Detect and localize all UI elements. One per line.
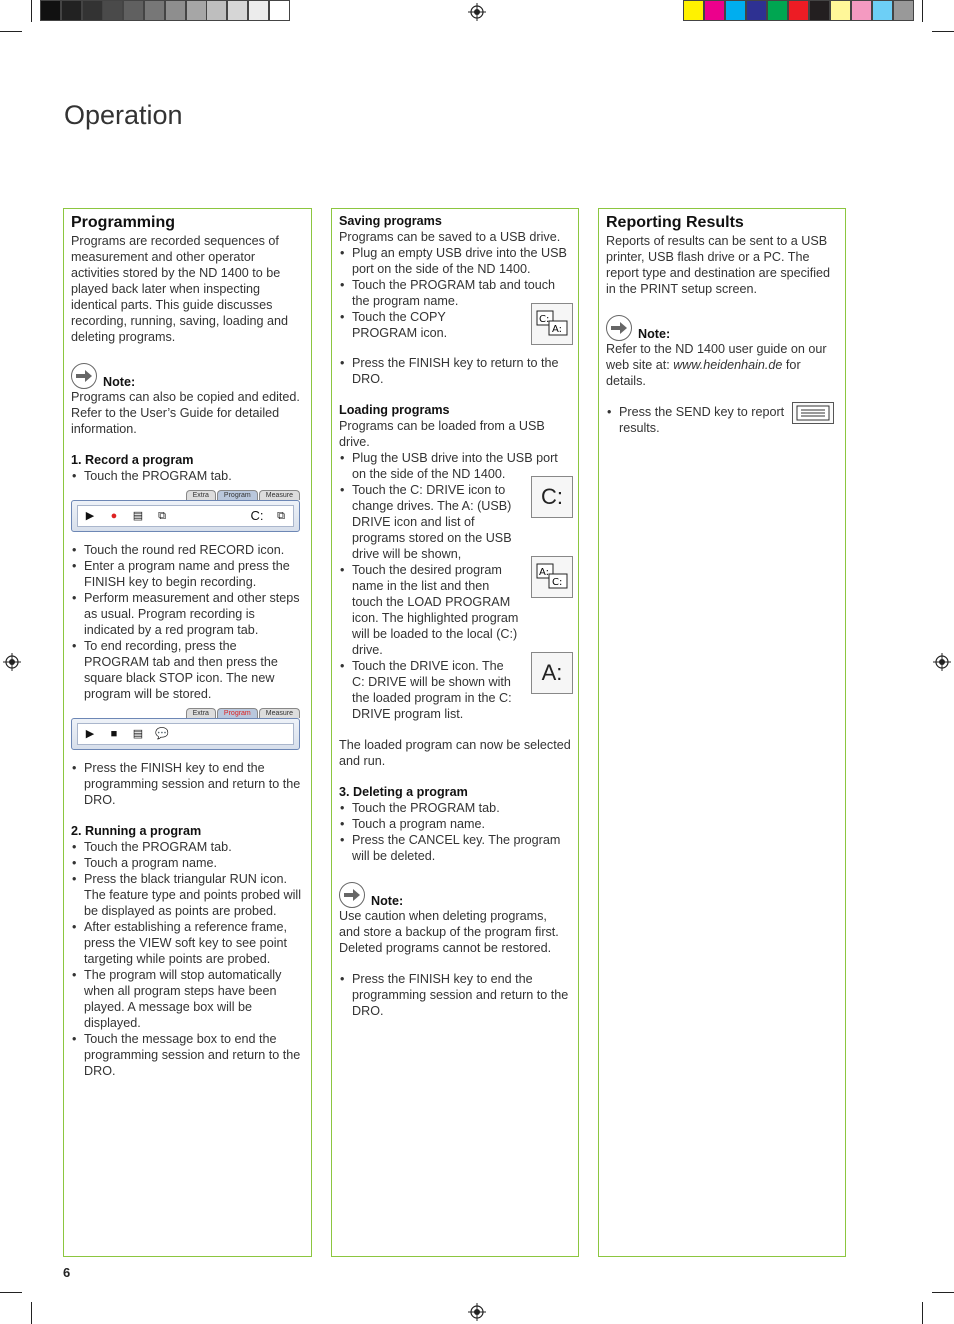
list-item: • To end recording, press the PROGRAM tab and then press the square black STOP icon. The new program will be stored. — [71, 638, 304, 702]
run-icon: ▶ — [85, 510, 95, 522]
color-swatch — [830, 0, 851, 21]
arrow-right-icon — [71, 363, 97, 389]
programs-panel — [331, 208, 579, 1257]
list-item: • Press the black triangular RUN icon. The feature type and points probed will be displayed as points are probed. — [71, 871, 304, 919]
list-item: • Press the CANCEL key. The program will be deleted. — [339, 832, 571, 864]
list-item — [606, 404, 838, 436]
tab-program: Program — [217, 490, 258, 500]
tab-strip — [186, 490, 300, 500]
note-text-part: for details. — [606, 358, 801, 388]
bullet-list — [71, 839, 304, 1079]
list-icon: ▤ — [132, 510, 144, 522]
color-swatch — [704, 0, 725, 21]
arrow-right-icon — [606, 315, 632, 341]
list-item-text: Touch the desired program name in the list and then touch the LOAD PROGRAM icon. The highlighted program will be loaded to the local (C:) drive. — [352, 563, 519, 657]
section-heading: Reporting Results — [606, 214, 744, 231]
send-key-icon — [792, 402, 834, 424]
color-swatch — [269, 0, 290, 21]
tab-measure: Measure — [259, 490, 300, 500]
note — [71, 363, 304, 389]
tab-extra: Extra — [186, 708, 216, 718]
note-text — [606, 341, 838, 389]
color-swatch-bar — [683, 0, 914, 21]
reporting-panel — [598, 208, 846, 1257]
color-swatch — [893, 0, 914, 21]
registration-mark-icon — [468, 1303, 486, 1321]
section-heading: Programming — [71, 214, 176, 231]
a-drive-icon: A: — [531, 652, 573, 694]
tab-strip — [186, 708, 300, 718]
crop-mark — [932, 31, 954, 32]
intro-text: Programs can be loaded from a USB drive. — [339, 419, 545, 449]
list-item — [339, 482, 571, 562]
color-swatch — [248, 0, 269, 21]
list-item: • Touch the PROGRAM tab. — [339, 800, 571, 816]
registration-mark-icon — [933, 653, 951, 671]
list-item — [339, 309, 571, 355]
color-swatch — [227, 0, 248, 21]
color-swatch — [186, 0, 207, 21]
list-item-text: Touch the COPY PROGRAM icon. — [352, 310, 448, 340]
svg-text:A:: A: — [552, 324, 563, 335]
crop-mark — [932, 1292, 954, 1293]
color-swatch — [767, 0, 788, 21]
note — [606, 315, 838, 341]
svg-text:C:: C: — [552, 577, 563, 588]
note-label: Note: — [103, 375, 136, 389]
page-title: Operation — [64, 100, 183, 130]
list-item: • Touch the round red RECORD icon. — [71, 542, 304, 558]
list-item: • Perform measurement and other steps as usual. Program recording is indicated by a red program tab. — [71, 590, 304, 638]
list-item — [339, 658, 571, 722]
list-item: • Touch a program name. — [339, 816, 571, 832]
color-swatch — [683, 0, 704, 21]
registration-mark-icon — [468, 3, 486, 21]
note — [339, 882, 571, 908]
color-swatch — [123, 0, 144, 21]
arrow-right-icon — [339, 882, 365, 908]
drive-label: C: — [250, 508, 264, 523]
crop-mark — [31, 0, 32, 22]
record-icon: ● — [110, 510, 118, 522]
list-item: • Touch a program name. — [71, 855, 304, 871]
step-heading: 2. Running a program — [71, 824, 202, 838]
color-swatch — [40, 0, 61, 21]
crop-mark — [31, 1302, 32, 1324]
bullet-list — [339, 800, 571, 864]
list-item: • Touch the PROGRAM tab. — [71, 468, 304, 484]
color-swatch — [809, 0, 830, 21]
tab-measure: Measure — [259, 708, 300, 718]
c-drive-icon: C: — [531, 476, 573, 518]
registration-mark-icon — [3, 653, 21, 671]
recording-toolbar-screenshot — [71, 708, 300, 752]
copy-program-icon: ⧉ — [158, 510, 166, 522]
tab-program: Program — [217, 708, 258, 718]
note-label: Note: — [371, 894, 404, 908]
svg-text:C:: C: — [539, 314, 550, 325]
copy-program-icon — [531, 303, 573, 345]
website-link[interactable]: www.heidenhain.de — [673, 358, 783, 372]
crop-mark — [922, 1302, 923, 1324]
note-text-part: Refer to the ND 1400 user guide on our web site at: — [606, 342, 827, 372]
list-item: • Press the FINISH key to return to the DRO. — [339, 355, 571, 387]
list-item: • Plug the USB drive into the USB port on the side of the ND 1400. — [339, 450, 571, 482]
color-swatch — [144, 0, 165, 21]
list-icon: ▤ — [132, 728, 144, 740]
section-heading: Loading programs — [339, 403, 450, 417]
color-swatch — [746, 0, 767, 21]
list-item-text: Touch the DRIVE icon. The C: DRIVE will be shown with the loaded program in the C: DRIVE program list. — [352, 659, 512, 721]
run-icon: ▶ — [85, 728, 95, 740]
note-text: Use caution when deleting programs, and store a backup of the program first. Deleted programs cannot be restored. — [339, 909, 559, 955]
color-swatch — [725, 0, 746, 21]
color-swatch — [82, 0, 103, 21]
page-number: 6 — [63, 1265, 71, 1280]
note-text: Programs can also be copied and edited. Refer to the User’s Guide for detailed information. — [71, 390, 300, 436]
message-icon: 💬 — [155, 728, 169, 740]
bullet-list — [339, 450, 571, 722]
list-item: • Press the FINISH key to end the programming session and return to the DRO. — [339, 971, 571, 1019]
bullet-list — [339, 971, 571, 1019]
load-program-icon — [531, 556, 573, 598]
color-swatch — [851, 0, 872, 21]
intro-text: Reports of results can be sent to a USB printer, USB flash drive or a PC. The report type and destination are specified in the PRINT setup screen. — [606, 234, 831, 296]
bullet-list — [606, 404, 838, 436]
section-heading: Saving programs — [339, 214, 442, 228]
stop-icon: ■ — [110, 728, 118, 740]
crop-mark — [0, 31, 22, 32]
programming-panel — [63, 208, 312, 1257]
color-swatch — [61, 0, 82, 21]
toolbar — [71, 718, 300, 750]
list-item-text: Press the SEND key to report results. — [619, 405, 785, 435]
svg-text:A:: A: — [539, 567, 550, 578]
toolbar — [71, 500, 300, 532]
program-toolbar-screenshot — [71, 490, 300, 534]
color-swatch — [788, 0, 809, 21]
tab-extra: Extra — [186, 490, 216, 500]
body-text: The loaded program can now be selected and run. — [339, 738, 571, 768]
color-swatch — [102, 0, 123, 21]
bullet-list — [71, 760, 304, 808]
color-swatch — [872, 0, 893, 21]
bullet-list — [71, 468, 304, 484]
crop-mark — [922, 0, 923, 22]
list-item: • The program will stop automatically when all program steps have been played. A message box will be displayed. — [71, 967, 304, 1031]
bullet-list — [339, 245, 571, 387]
color-swatch — [206, 0, 227, 21]
intro-text: Programs are recorded sequences of measurement and other operator activities stored by the ND 1400 to be played back later when inspecting identical parts. This guide discusses recording, running, saving, loading and deleting programs. — [71, 234, 289, 344]
color-swatch — [165, 0, 186, 21]
list-item — [339, 562, 571, 658]
drive-copy-icon: ⧉ — [277, 510, 285, 522]
note-label: Note: — [638, 327, 671, 341]
list-item: • Enter a program name and press the FINISH key to begin recording. — [71, 558, 304, 590]
list-item: • Press the FINISH key to end the programming session and return to the DRO. — [71, 760, 304, 808]
bullet-list — [71, 542, 304, 702]
step-heading: 1. Record a program — [71, 453, 194, 467]
list-item: • Touch the PROGRAM tab. — [71, 839, 304, 855]
list-item: • Touch the message box to end the programming session and return to the DRO. — [71, 1031, 304, 1079]
step-heading: 3. Deleting a program — [339, 785, 468, 799]
list-item: • Touch the PROGRAM tab and touch the program name. — [339, 277, 571, 309]
list-item: • Plug an empty USB drive into the USB port on the side of the ND 1400. — [339, 245, 571, 277]
crop-mark — [0, 1292, 22, 1293]
list-item: • After establishing a reference frame, press the VIEW soft key to see point targeting while points are probed. — [71, 919, 304, 967]
gray-swatch-bar — [40, 0, 272, 21]
intro-text: Programs can be saved to a USB drive. — [339, 230, 561, 244]
list-item-text: Touch the C: DRIVE icon to change drives. The A: (USB) DRIVE icon and list of programs stored on the USB drive will be shown, — [352, 483, 512, 561]
